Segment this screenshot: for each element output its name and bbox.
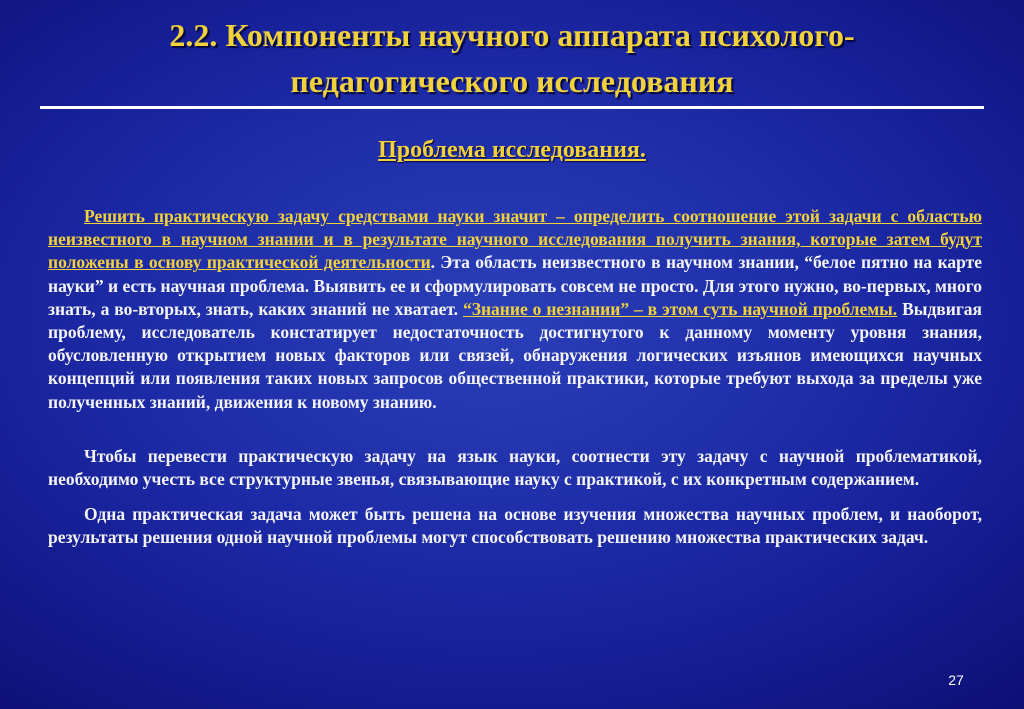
highlighted-essence: “Знание о незнании” – в этом суть научной проблемы. bbox=[462, 298, 898, 319]
paragraph-2: Чтобы перевести практическую задачу на язык науки, соотнести эту задачу с научной проблематикой, необходимо учесть все структурные звенья, связывающие науку с практикой, с их конкретным содержанием. bbox=[48, 445, 982, 490]
highlighted-definition: Решить практическую задачу средствами науки значит – определить соотношение этой задачи с областью неизвестного в научном знании и в результате научного исследования получить знания, которые затем будут положены в основу практической деятельности bbox=[48, 206, 982, 273]
slide-body bbox=[48, 205, 982, 550]
slide-title-line-2: педагогического исследования bbox=[290, 63, 734, 99]
title-divider bbox=[40, 106, 984, 109]
paragraph-1-text-a: . Эта область неизвестного в научном знании, “белое пятно на карте науки” и есть научная проблема. Выявить ее и сформулировать совсем не просто. Для этого нужно, во-первых, много знать, а во-вторых, знать, каких знаний не хватает. bbox=[48, 252, 983, 319]
paragraph-1-text-b: Выдвигая проблему, исследователь констатирует недостаточность достигнутого к данному моменту уровня знания, обусловленную открытием новых факторов или связей, обнаружения логических изъянов имеющихся научных концепций или появления таких новых запросов общественной практики, которые требуют выхода за пределы уже полученных знаний, движения к новому знанию. bbox=[48, 298, 982, 412]
paragraph-3: Одна практическая задача может быть решена на основе изучения множества научных проблем, и наоборот, результаты решения одной научной проблемы могут способствовать решению множества практических задач. bbox=[48, 504, 982, 548]
slide-title-line-1: 2.2. Компоненты научного аппарата психолого- bbox=[169, 17, 855, 53]
section-subtitle bbox=[0, 137, 1024, 164]
paragraph-1 bbox=[48, 205, 982, 414]
slide-title bbox=[40, 12, 984, 104]
page-number: 27 bbox=[948, 672, 964, 688]
section-subtitle-text: Проблема исследования. bbox=[378, 137, 646, 163]
